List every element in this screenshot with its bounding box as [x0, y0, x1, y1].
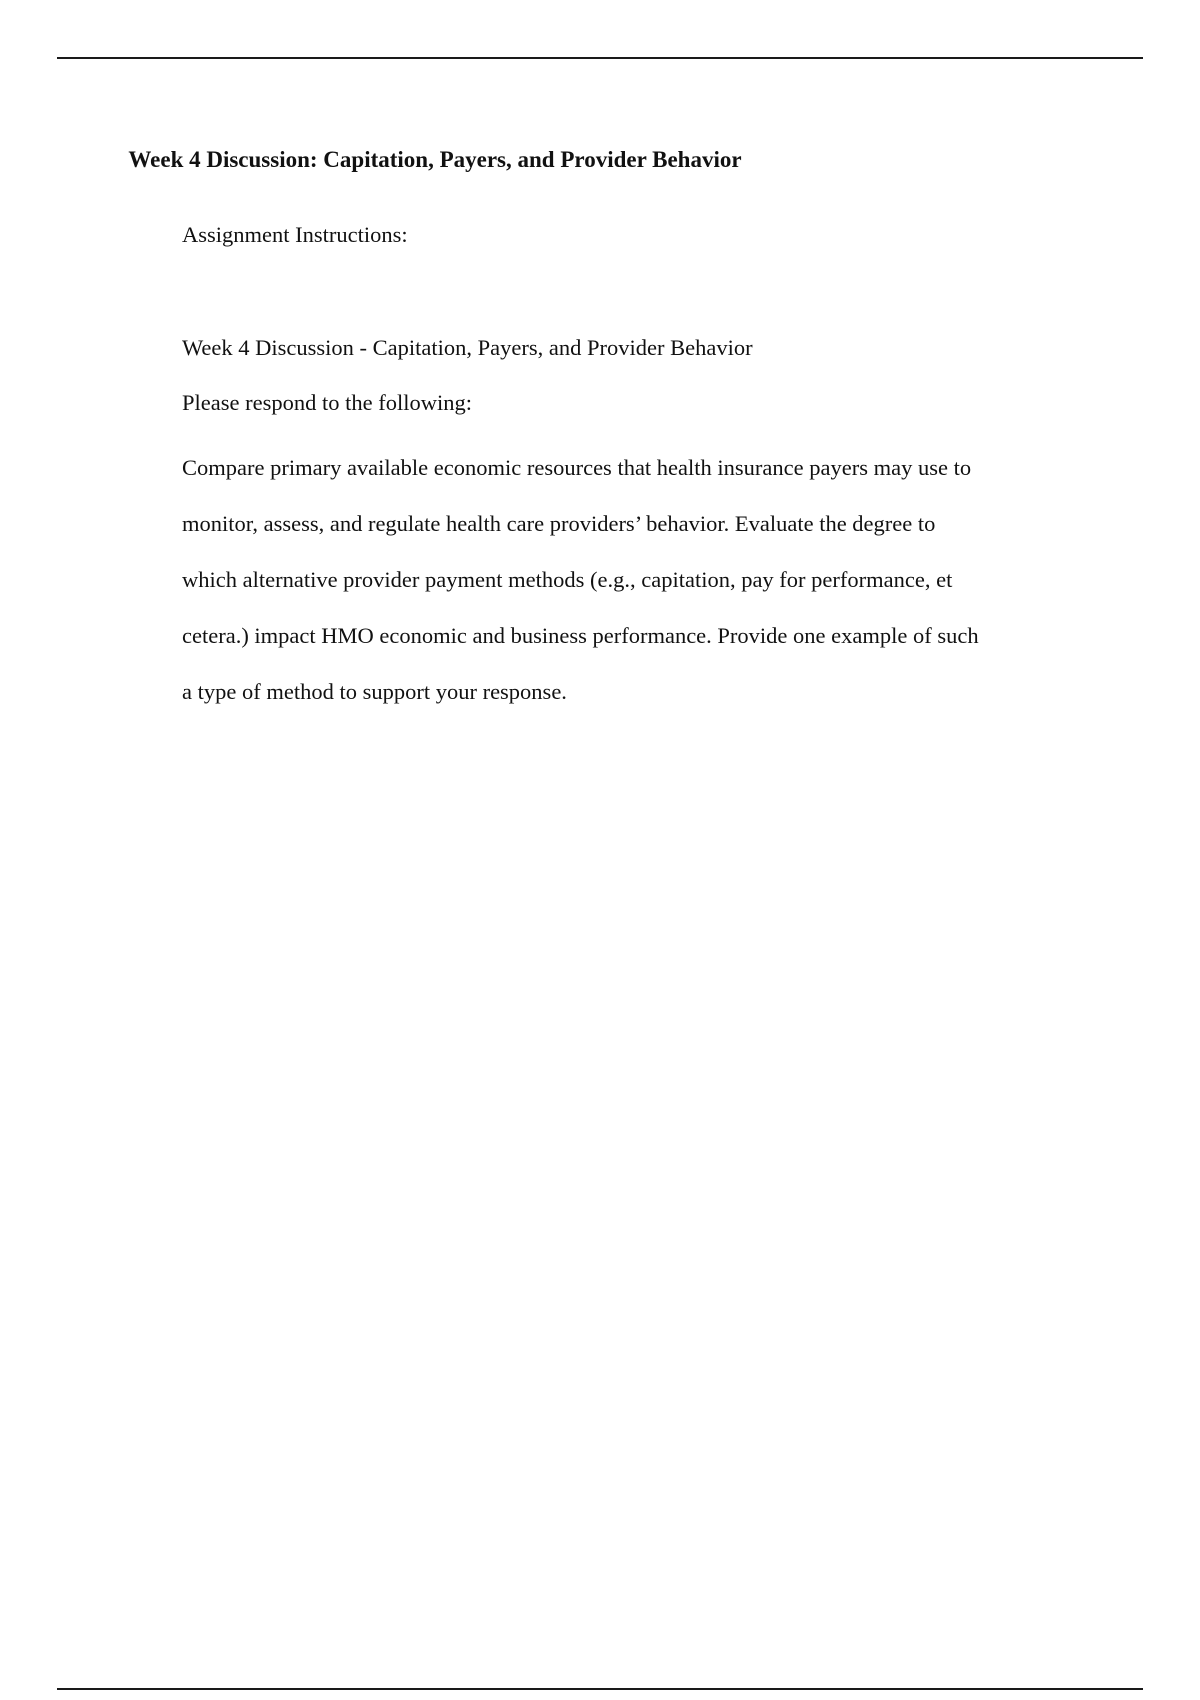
footer-rule	[57, 1688, 1143, 1690]
paragraph-line: Compare primary available economic resources that health insurance payers may use to	[182, 455, 972, 480]
discussion-subheading: Week 4 Discussion - Capitation, Payers, and Provider Behavior	[182, 335, 753, 360]
paragraph-line: a type of method to support your response.	[182, 679, 567, 704]
paragraph-line: which alternative provider payment methods (e.g., capitation, pay for performance, et	[182, 567, 953, 592]
assignment-instructions-label: Assignment Instructions:	[182, 222, 408, 247]
prompt-intro: Please respond to the following:	[182, 390, 472, 415]
header-rule	[57, 57, 1143, 59]
document-title: Week 4 Discussion: Capitation, Payers, and Provider Behavior	[128, 147, 742, 172]
paragraph-line: cetera.) impact HMO economic and business performance. Provide one example of such	[182, 623, 979, 648]
paragraph-line: monitor, assess, and regulate health care providers’ behavior. Evaluate the degree to	[182, 511, 936, 536]
discussion-prompt-paragraph	[182, 440, 1042, 720]
